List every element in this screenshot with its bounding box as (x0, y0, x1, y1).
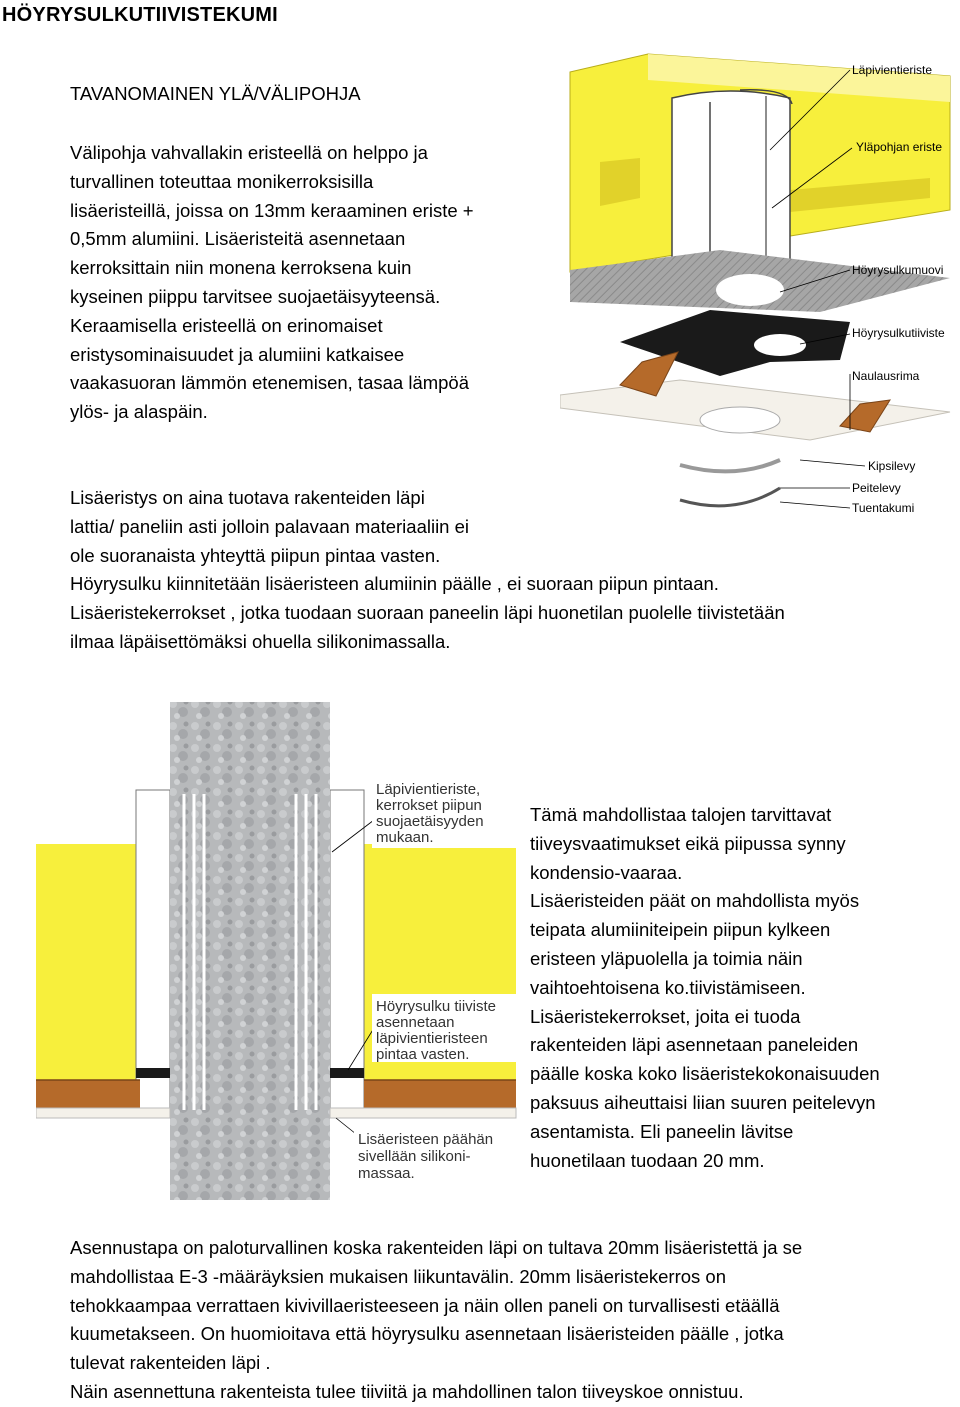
label-hoyrysulkumuovi: Höyrysulkumuovi (852, 263, 944, 277)
text-line: Lisäeristeiden päät on mahdollista myös (530, 890, 860, 912)
text-line: kuumetakseen. On huomioitava että höyrysulku asennetaan lisäeristeiden päälle , jotka (70, 1323, 784, 1345)
label-naulausrima: Naulausrima (852, 369, 920, 383)
subtitle-line: TAVANOMAINEN YLÄ/VÄLIPOHJA (70, 83, 361, 104)
text-line: vaakasuoran lämmön etenemisen, tasaa lämpöä (70, 372, 470, 394)
text-line: huonetilaan tuodaan 20 mm. (530, 1149, 765, 1171)
pipe-insulation-left (136, 790, 170, 1110)
cross-section-diagram (36, 698, 520, 1202)
text-line: mahdollistaa E-3 -määräyksien mukaisen liikuntavälin. 20mm lisäeristekerros on (70, 1265, 726, 1287)
insulation-shade (600, 158, 640, 206)
text-line: Tämä mahdollistaa talojen tarvittavat (530, 804, 832, 825)
text-line: Välipohja vahvallakin eristeellä on helppo ja (70, 142, 428, 163)
gasket-right (330, 1068, 364, 1078)
text-line: asentamista. Eli paneelin lävitse (530, 1120, 794, 1142)
support-rubber (680, 488, 780, 506)
text-line: Asennustapa on paloturvallinen koska rakenteiden läpi on tultava 20mm lisäeristettä ja se (70, 1237, 803, 1258)
label-insulation-layers: Läpivientieriste, kerrokset piipun suojaetäisyyden mukaan. (376, 781, 484, 846)
text-line: turvallinen toteuttaa monikerroksisilla (70, 170, 374, 192)
text-line: päälle koska koko lisäeristekokonaisuuden (530, 1063, 880, 1085)
insulation-left (36, 844, 140, 1080)
gasket-left (136, 1068, 170, 1078)
text-line: tehokkaampaa verrattaen kivivillaeristeeseen ja näin ollen paneli on turvallisesti etäällä (70, 1294, 780, 1316)
text-line: Lisäeristys on aina tuotava rakenteiden läpi (70, 487, 425, 508)
batten-right (364, 1080, 516, 1108)
exploded-diagram (560, 40, 960, 520)
text-line: eristeen yläpuolella ja toimia näin (530, 947, 803, 969)
label-vapour-gasket: Höyrysulku tiiviste asennetaan läpivientieristeen pintaa vasten. (376, 998, 497, 1063)
paragraph-summary (70, 1234, 802, 1407)
text-line: kyseinen piippu tarvitsee suojaetäisyyteensä. (70, 285, 441, 307)
text-line: teipata alumiiniteipein piipun kylkeen (530, 919, 831, 941)
section-subtitle (70, 80, 361, 109)
text-line: Keraamisella eristeellä on erinomaiset (70, 314, 383, 336)
text-line: lisäeristeillä, joissa on 13mm keraaminen eriste + (70, 199, 474, 221)
pipe-insulation-right (330, 790, 364, 1110)
text-line: ole suoranaista yhteyttä piipun pintaa vasten. (70, 544, 441, 566)
text-line: Höyrysulku kiinnitetään lisäeristeen alumiinin päälle , ei suoraan piipun pintaan. (70, 573, 719, 595)
paragraph-tightness (530, 801, 880, 1175)
text-line: lattia/ paneliin asti jolloin palavaan materiaaliin ei (70, 515, 470, 537)
board-left (36, 1108, 170, 1118)
membrane-hole (716, 274, 784, 306)
text-line: Lisäeristekerrokset , jotka tuodaan suoraan paneelin läpi huonetilan puolelle tiivistetään (70, 602, 785, 624)
label-ylapohjan-eriste: Yläpohjan eriste (856, 140, 943, 154)
text-line: Lisäeristekerrokset, joita ei tuoda (530, 1005, 801, 1027)
text-line: kerroksittain niin monena kerroksena kuin (70, 257, 412, 279)
board-right (330, 1108, 516, 1118)
text-line: rakenteiden läpi asennetaan paneleiden (530, 1034, 859, 1056)
label-peitelevy: Peitelevy (852, 481, 901, 495)
paragraph-intro (70, 139, 474, 427)
cover-plate (680, 460, 780, 471)
text-line: kondensio-vaaraa. (530, 861, 683, 883)
label-silicone: Lisäeristeen päähän sivellään silikoni- massaa. (358, 1131, 494, 1182)
text-line: Näin asennettuna rakenteista tulee tiiviitä ja mahdollinen talon tiiveyskoe onnistuu. (70, 1380, 744, 1402)
text-line: tiiveysvaatimukset eikä piipussa synny (530, 832, 846, 854)
text-line: ylös- ja alaspäin. (70, 401, 208, 423)
text-line: tulevat rakenteiden läpi . (70, 1352, 271, 1374)
label-hoyrysulkutiiviste: Höyrysulkutiiviste (852, 326, 945, 340)
label-tuentakumi: Tuentakumi (852, 501, 915, 515)
label-kipsilevy: Kipsilevy (868, 459, 916, 473)
text-line: eristysominaisuudet ja alumiini katkaisee (70, 343, 405, 365)
text-line: 0,5mm alumiini. Lisäeristeitä asennetaan (70, 228, 406, 250)
text-line: vaihtoehtoisena ko.tiivistämiseen. (530, 976, 806, 998)
pipe-insulation (672, 91, 790, 277)
text-line: paksuus aiheuttaisi liian suuren peitelevyn (530, 1091, 876, 1113)
batten-left (36, 1080, 140, 1108)
label-lapivientieriste: Läpivientieriste (852, 63, 933, 77)
text-line: ilmaa läpäisettömäksi ohuella silikonimassalla. (70, 630, 451, 652)
document-title: HÖYRYSULKUTIIVISTEKUMI (2, 4, 278, 26)
